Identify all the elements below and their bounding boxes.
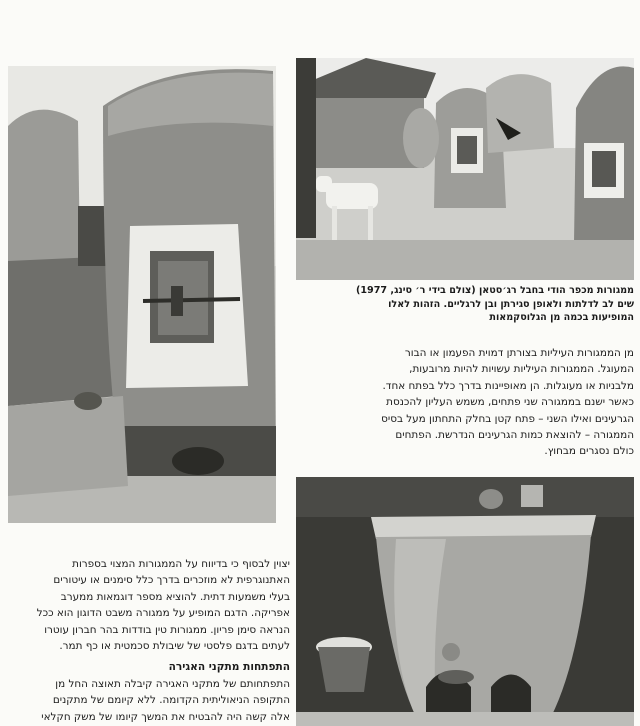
caption-line: המופיעות בכמה מן הגלוסקמאות: [489, 312, 634, 323]
body-paragraph-left-2: [8, 676, 290, 725]
photo-storage-bin: [296, 477, 634, 726]
figure-caption: [290, 284, 634, 325]
text-line: מלבניות או מעוגלות. הן מאופיינות בדרך כלל בפתח אחד.: [382, 379, 634, 392]
text-line: התפתחותם של מתקני האגירה קיבלה תאוצה החל מן: [55, 678, 290, 690]
text-line: כאשר ישנם בממגורה שני פתחים, משמש העליון להכנסת: [386, 396, 634, 409]
section-heading: התפתחות מתקני האגירה: [168, 661, 290, 673]
text-line: כולם נסגרים מבחוץ.: [544, 445, 634, 458]
text-line: הנראה סימן פריון. ממגורות טין בודדות בהר חברון עוטרו: [44, 623, 290, 636]
caption-line: ממגורות מכפר הודי בחבל רג׳סטאן (צולם בידי ר׳ סינג, 1977): [355, 285, 634, 296]
text-line: הממגורה – להוצאת כמות הגרעינים הנדרשת. הפתחים: [395, 429, 634, 442]
text-line: האתנוגרפית לא מוזכרים בדרך כלל סימנים או עיטורים: [53, 574, 290, 587]
body-paragraph-right: [294, 345, 634, 460]
text-line: מן הממגורות העיליות בצורתן דמוית הפעמון או הבור: [404, 347, 634, 359]
text-line: יצוין לבסוף כי בדיווח על הממגורות המצוי בספרות: [72, 558, 290, 570]
text-line: בעלי משמעות דתית. להוציא מספר דוגמאות ממערב: [60, 590, 290, 603]
photo-granary-closeup: [8, 66, 276, 523]
text-line: אפריקה. הדגם המופיע על ממגורה משבט הדוגון הוא ככל: [36, 607, 290, 620]
text-line: לעתים בדגם פלסטי של שיבולת סכמטית או כף תמר.: [59, 640, 290, 653]
body-paragraph-left: [8, 556, 290, 654]
text-line: המעוגל. הממגורות העיליות עשויות להיות מרובעות,: [409, 363, 634, 376]
photo-village-granaries: [296, 58, 634, 280]
caption-line: שים לב לדלתות ולאופן סגירתן ובן לרגליים. הזהות לאלו: [388, 298, 634, 310]
text-line: הגרעינים ואילו השני – פתח קטן בחלק התחתון מעל בסיס: [381, 412, 634, 425]
text-line: אלה קשה היה להבטיח את המשך קיומו של משק חקלאי: [41, 710, 290, 723]
text-line: התקופה הניאוליתית הקדומה. ללא קיומם של מתקנים: [52, 694, 290, 707]
